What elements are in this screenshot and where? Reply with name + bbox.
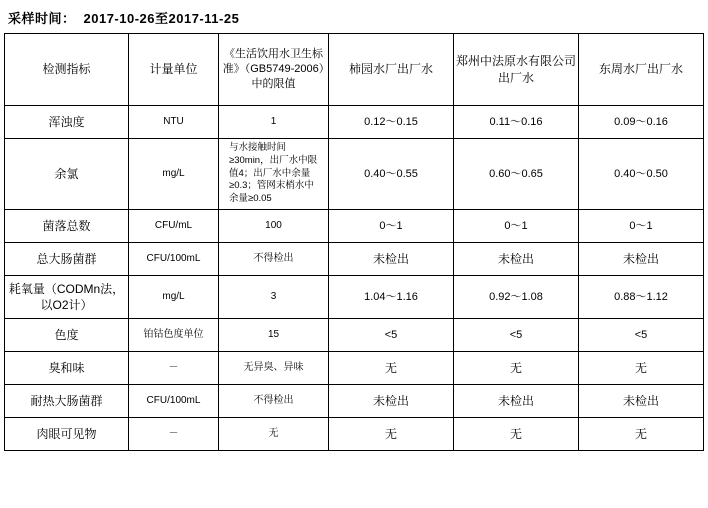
cell-detection-index: 总大肠菌群 (5, 243, 129, 276)
sampling-time-value: 2017-10-26至2017-11-25 (83, 11, 240, 26)
cell-result-value: 0～1 (579, 210, 704, 243)
table-row (5, 243, 704, 276)
cell-measure-unit: mg/L (129, 276, 219, 319)
cell-result-value: 0～1 (454, 210, 579, 243)
cell-result-value: 0.92～1.08 (454, 276, 579, 319)
water-quality-table (4, 33, 704, 451)
cell-measure-unit: NTU (129, 106, 219, 139)
cell-result-value: 0.40～0.50 (579, 139, 704, 210)
cell-result-value: 未检出 (329, 385, 454, 418)
sampling-time-line (0, 0, 708, 33)
table-row (5, 385, 704, 418)
cell-standard-limit: 无异臭、异味 (219, 352, 329, 385)
table-row (5, 210, 704, 243)
cell-result-value: 未检出 (579, 385, 704, 418)
table-row (5, 106, 704, 139)
cell-detection-index: 菌落总数 (5, 210, 129, 243)
cell-standard-limit: 无 (219, 418, 329, 451)
header-zhongfa-plant: 郑州中法原水有限公司出厂水 (454, 34, 579, 106)
cell-standard-limit: 3 (219, 276, 329, 319)
cell-standard-limit: 不得检出 (219, 243, 329, 276)
cell-measure-unit: mg/L (129, 139, 219, 210)
header-shiyuan-plant: 柿园水厂出厂水 (329, 34, 454, 106)
sampling-time-label: 采样时间： (8, 11, 76, 26)
cell-result-value: 无 (329, 418, 454, 451)
cell-standard-limit: 不得检出 (219, 385, 329, 418)
table-header (5, 34, 704, 106)
cell-result-value: <5 (579, 319, 704, 352)
table-row (5, 418, 704, 451)
cell-result-value: 0.09～0.16 (579, 106, 704, 139)
cell-measure-unit: CFU/100mL (129, 243, 219, 276)
cell-result-value: 未检出 (454, 385, 579, 418)
cell-result-value: 0.12～0.15 (329, 106, 454, 139)
cell-result-value: 无 (329, 352, 454, 385)
cell-result-value: 0.11～0.16 (454, 106, 579, 139)
cell-result-value: 无 (454, 418, 579, 451)
cell-detection-index: 耗氧量（CODMn法，以O2计） (5, 276, 129, 319)
cell-detection-index: 臭和味 (5, 352, 129, 385)
cell-result-value: 无 (579, 418, 704, 451)
cell-detection-index: 色度 (5, 319, 129, 352)
cell-result-value: 1.04～1.16 (329, 276, 454, 319)
table-row (5, 352, 704, 385)
cell-result-value: 0～1 (329, 210, 454, 243)
cell-result-value: 未检出 (579, 243, 704, 276)
cell-measure-unit: CFU/100mL (129, 385, 219, 418)
header-dongzhou-plant: 东周水厂出厂水 (579, 34, 704, 106)
cell-result-value: 无 (579, 352, 704, 385)
cell-result-value: 未检出 (454, 243, 579, 276)
table-row (5, 276, 704, 319)
table-body (5, 106, 704, 451)
header-detection-index: 检测指标 (5, 34, 129, 106)
cell-detection-index: 耐热大肠菌群 (5, 385, 129, 418)
cell-result-value: 无 (454, 352, 579, 385)
cell-result-value: <5 (454, 319, 579, 352)
cell-result-value: <5 (329, 319, 454, 352)
cell-measure-unit: CFU/mL (129, 210, 219, 243)
header-measure-unit: 计量单位 (129, 34, 219, 106)
cell-measure-unit: － (129, 352, 219, 385)
table-header-row (5, 34, 704, 106)
table-row (5, 319, 704, 352)
cell-standard-limit: 15 (219, 319, 329, 352)
cell-detection-index: 浑浊度 (5, 106, 129, 139)
header-standard-limit: 《生活饮用水卫生标准》（GB5749-2006）中的限值 (219, 34, 329, 106)
cell-detection-index: 肉眼可见物 (5, 418, 129, 451)
cell-standard-limit: 1 (219, 106, 329, 139)
cell-measure-unit: 铂钴色度单位 (129, 319, 219, 352)
cell-result-value: 0.60～0.65 (454, 139, 579, 210)
cell-detection-index: 余氯 (5, 139, 129, 210)
cell-measure-unit: － (129, 418, 219, 451)
cell-result-value: 0.88～1.12 (579, 276, 704, 319)
cell-standard-limit: 100 (219, 210, 329, 243)
cell-result-value: 未检出 (329, 243, 454, 276)
cell-result-value: 0.40～0.55 (329, 139, 454, 210)
table-row (5, 139, 704, 210)
cell-standard-limit: 与水接触时间≥30min，出厂水中限值4；出厂水中余量≥0.3；管网末梢水中余量≥0.05 (219, 139, 329, 210)
